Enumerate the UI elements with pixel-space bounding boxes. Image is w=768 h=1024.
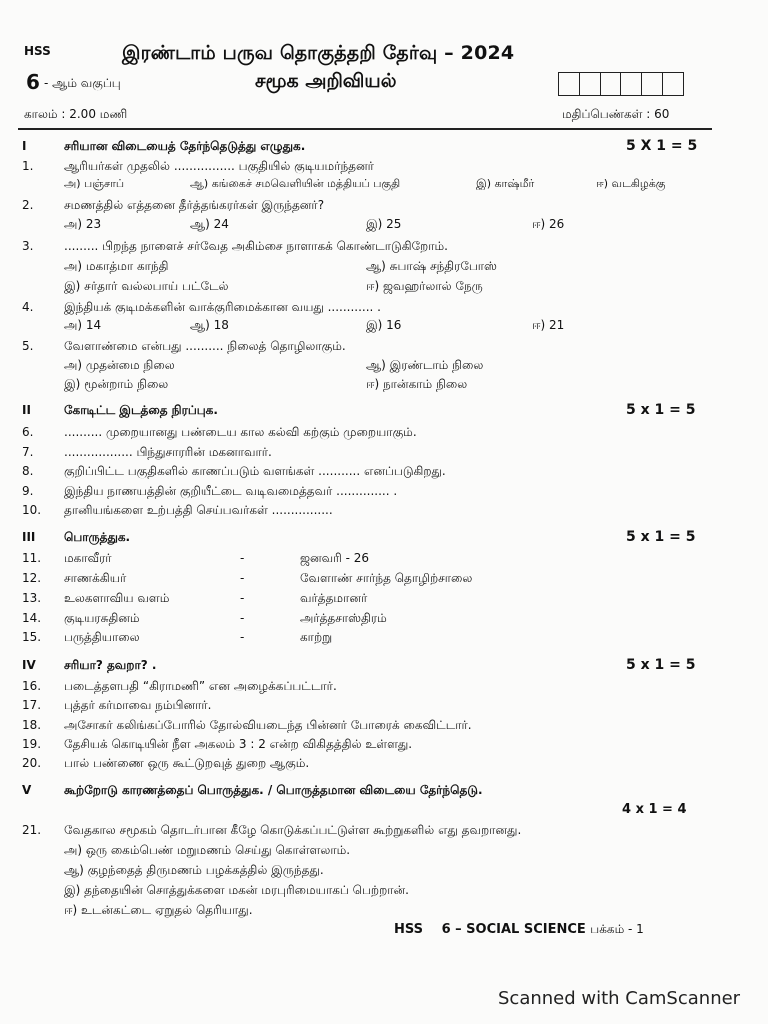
school-code: HSS (24, 44, 51, 58)
question-text: குறிப்பிட்ட பகுதிகளில் காணப்படும் வளங்கள் ........... எனப்படுகிறது. (64, 464, 446, 478)
footer-code: HSS (394, 922, 424, 937)
question-text: வேதகால சமூகம் தொடர்பான கீழே கொடுக்கப்பட்டுள்ள கூற்றுகளில் எது தவறானது. (64, 823, 522, 837)
section-2-header (0, 400, 768, 420)
section-title: சரியான விடையைத் தேர்ந்தெடுத்து எழுதுக. (64, 139, 306, 153)
question-number: 12. (22, 571, 42, 585)
reg-box (621, 73, 642, 95)
section-marks: 5 x 1 = 5 (626, 657, 696, 673)
question-text: வேளாண்மை என்பது .......... நிலைத் தொழிலாகும். (64, 339, 346, 353)
question-21-option-d (0, 900, 768, 920)
question-21-option-c (0, 880, 768, 900)
section-4-header (0, 655, 768, 675)
max-marks: மதிப்பெண்கள் : 60 (562, 107, 670, 121)
section-title: கோடிட்ட இடத்தை நிரப்புக. (64, 403, 218, 417)
section-marks: 5 X 1 = 5 (626, 138, 698, 154)
question-20 (0, 753, 768, 773)
question-9 (0, 481, 768, 501)
section-title: பொருத்துக. (64, 530, 131, 544)
match-row-15 (0, 627, 768, 647)
option-a: அ) 23 (64, 217, 102, 231)
match-dash: - (240, 551, 245, 565)
question-number: 21. (22, 823, 42, 837)
question-text: அசோகர் கலிங்கப்போரில் தோல்வியடைந்த பின்னர் போரைக் கைவிட்டார். (64, 718, 472, 732)
option-b: ஆ) 18 (190, 318, 229, 332)
option-a: அ) 14 (64, 318, 102, 332)
question-text: ஆரியர்கள் முதலில் ................ பகுதியில் குடியமர்ந்தனர் (64, 159, 374, 173)
section-marks: 5 x 1 = 5 (626, 402, 696, 418)
match-left: குடியரசுதினம் (64, 611, 140, 625)
match-left: பருத்தியாலை (64, 630, 140, 644)
footer-standard: 6 (441, 922, 451, 937)
option-a: அ) முதன்மை நிலை (64, 358, 175, 372)
option-b: ஆ) சுபாஷ் சந்திரபோஸ் (366, 259, 497, 273)
option-c: இ) 25 (366, 217, 402, 231)
match-row-13 (0, 588, 768, 608)
option-d: ஈ) 26 (532, 217, 565, 231)
reg-box (642, 73, 663, 95)
match-dash: - (240, 591, 245, 605)
question-4-options (0, 315, 768, 335)
question-number: 19. (22, 737, 42, 751)
option-a: அ) ஒரு கைம்பெண் மறுமணம் செய்து கொள்ளலாம். (64, 843, 351, 857)
section-title: கூற்றோடு காரணத்தைப் பொருத்துக. / பொருத்தமான விடையை தேர்ந்தெடு. (64, 783, 483, 797)
match-left: சாணக்கியர் (64, 571, 127, 585)
match-left: மகாவீரர் (64, 551, 112, 565)
option-d: ஈ) ஜவஹர்லால் நேரு (366, 279, 483, 293)
question-number: 7. (22, 445, 34, 459)
question-7 (0, 442, 768, 462)
question-17 (0, 695, 768, 715)
option-c: இ) 16 (366, 318, 402, 332)
exam-title: இரண்டாம் பருவ தொகுத்தறி தேர்வு – 2024 (122, 42, 515, 64)
question-number: 13. (22, 591, 42, 605)
match-right: வர்த்தமானர் (300, 591, 368, 605)
question-text: படைத்தளபதி “கிராமணி” என அழைக்கப்பட்டார். (64, 679, 337, 693)
question-21-option-b (0, 860, 768, 880)
option-d: ஈ) 21 (532, 318, 565, 332)
footer-page: பக்கம் - 1 (590, 922, 644, 936)
reg-box (663, 73, 683, 95)
question-21 (0, 820, 768, 840)
page-footer (394, 922, 644, 938)
subject-title: சமூக அறிவியல் (255, 70, 397, 92)
question-4 (0, 297, 768, 317)
header-divider (18, 128, 712, 130)
section-5-marks-row (0, 800, 768, 820)
question-text: .......... முறையானது பண்டைய கால கல்வி கற்கும் முறையாகும். (64, 425, 417, 439)
question-text: ......... பிறந்த நாளைச் சர்வேத அகிம்சை நாளாகக் கொண்டாடுகிறோம். (64, 239, 448, 253)
reg-box (580, 73, 601, 95)
question-2-options (0, 214, 768, 234)
question-number: 2. (22, 198, 34, 212)
question-19 (0, 734, 768, 754)
match-row-14 (0, 608, 768, 628)
match-dash: - (240, 630, 245, 644)
question-number: 4. (22, 300, 34, 314)
option-b: ஆ) இரண்டாம் நிலை (366, 358, 484, 372)
match-dash: - (240, 571, 245, 585)
question-number: 9. (22, 484, 34, 498)
option-b: ஆ) குழந்தைத் திருமணம் பழக்கத்தில் இருந்தது. (64, 863, 324, 877)
question-16 (0, 676, 768, 696)
option-a: அ) பஞ்சாப் (64, 177, 125, 190)
section-title: சரியா? தவறா? . (64, 658, 157, 672)
question-1-options (0, 174, 768, 194)
question-number: 14. (22, 611, 42, 625)
question-number: 1. (22, 159, 34, 173)
camscanner-watermark: Scanned with CamScanner (498, 988, 741, 1009)
section-number: IV (22, 658, 36, 672)
section-marks: 4 x 1 = 4 (622, 802, 687, 817)
question-1 (0, 156, 768, 176)
section-1-header (0, 136, 768, 156)
exam-duration: காலம் : 2.00 மணி (24, 107, 128, 121)
option-c: இ) காஷ்மீர் (476, 177, 535, 190)
section-number: II (22, 403, 31, 417)
question-number: 18. (22, 718, 42, 732)
standard-number: 6 (26, 70, 40, 94)
question-number: 6. (22, 425, 34, 439)
section-number: V (22, 783, 32, 797)
standard-suffix: - ஆம் வகுப்பு (44, 76, 121, 90)
question-number: 5. (22, 339, 34, 353)
question-number: 10. (22, 503, 42, 517)
question-text: .................. பிந்துசாரரின் மகனாவார். (64, 445, 272, 459)
register-number-boxes (558, 72, 684, 96)
question-5 (0, 336, 768, 356)
match-row-12 (0, 568, 768, 588)
question-text: இந்திய நாணயத்தின் குறியீட்டை வடிவமைத்தவர் .............. . (64, 484, 398, 498)
option-d: ஈ) வடகிழக்கு (596, 177, 666, 190)
match-right: அர்த்தசாஸ்திரம் (300, 611, 387, 625)
footer-subject: – SOCIAL SCIENCE (455, 922, 586, 937)
question-text: தானியங்களை உற்பத்தி செய்பவர்கள் ................ (64, 503, 333, 517)
option-c: இ) தந்தையின் சொத்துக்களை மகன் மரபுரிமையாகப் பெற்றான். (64, 883, 409, 897)
section-marks: 5 x 1 = 5 (626, 529, 696, 545)
question-21-option-a (0, 840, 768, 860)
match-right: காற்று (300, 630, 333, 644)
section-number: III (22, 530, 36, 544)
question-number: 3. (22, 239, 34, 253)
question-text: பால் பண்ணை ஒரு கூட்டுறவுத் துறை ஆகும். (64, 756, 310, 770)
option-c: இ) சர்தார் வல்லபாய் பட்டேல் (64, 279, 229, 293)
option-c: இ) மூன்றாம் நிலை (64, 377, 169, 391)
question-number: 8. (22, 464, 34, 478)
question-text: இந்தியக் குடிமக்களின் வாக்குரிமைக்கான வயது ............ . (64, 300, 381, 314)
question-8 (0, 461, 768, 481)
reg-box (601, 73, 622, 95)
question-number: 17. (22, 698, 42, 712)
option-b: ஆ) 24 (190, 217, 229, 231)
question-2 (0, 195, 768, 215)
section-number: I (22, 139, 27, 153)
match-dash: - (240, 611, 245, 625)
question-number: 20. (22, 756, 42, 770)
reg-box (559, 73, 580, 95)
option-b: ஆ) கங்கைச் சமவெளியின் மத்தியப் பகுதி (190, 177, 401, 190)
match-right: ஜனவரி - 26 (300, 551, 369, 565)
question-5-options-row1 (0, 355, 768, 375)
question-10 (0, 500, 768, 520)
question-text: தேசியக் கொடியின் நீள அகலம் 3 : 2 என்ற விகிதத்தில் உள்ளது. (64, 737, 413, 751)
question-5-options-row2 (0, 374, 768, 394)
match-right: வேளாண் சார்ந்த தொழிற்சாலை (300, 571, 473, 585)
question-6 (0, 422, 768, 442)
option-a: அ) மகாத்மா காந்தி (64, 259, 169, 273)
section-5-header (0, 780, 768, 800)
question-3-options-row1 (0, 256, 768, 276)
question-number: 11. (22, 551, 42, 565)
question-text: சமணத்தில் எத்தனை தீர்த்தங்கரர்கள் இருந்தனர்? (64, 198, 325, 212)
question-18 (0, 715, 768, 735)
option-d: ஈ) உடன்கட்டை ஏறுதல் தெரியாது. (64, 903, 253, 917)
match-row-11 (0, 548, 768, 568)
question-3 (0, 236, 768, 256)
question-number: 15. (22, 630, 42, 644)
question-text: புத்தர் கர்மாவை நம்பினார். (64, 698, 212, 712)
option-d: ஈ) நான்காம் நிலை (366, 377, 468, 391)
question-3-options-row2 (0, 276, 768, 296)
question-number: 16. (22, 679, 42, 693)
match-left: உலகளாவிய வளம் (64, 591, 170, 605)
section-3-header (0, 527, 768, 547)
